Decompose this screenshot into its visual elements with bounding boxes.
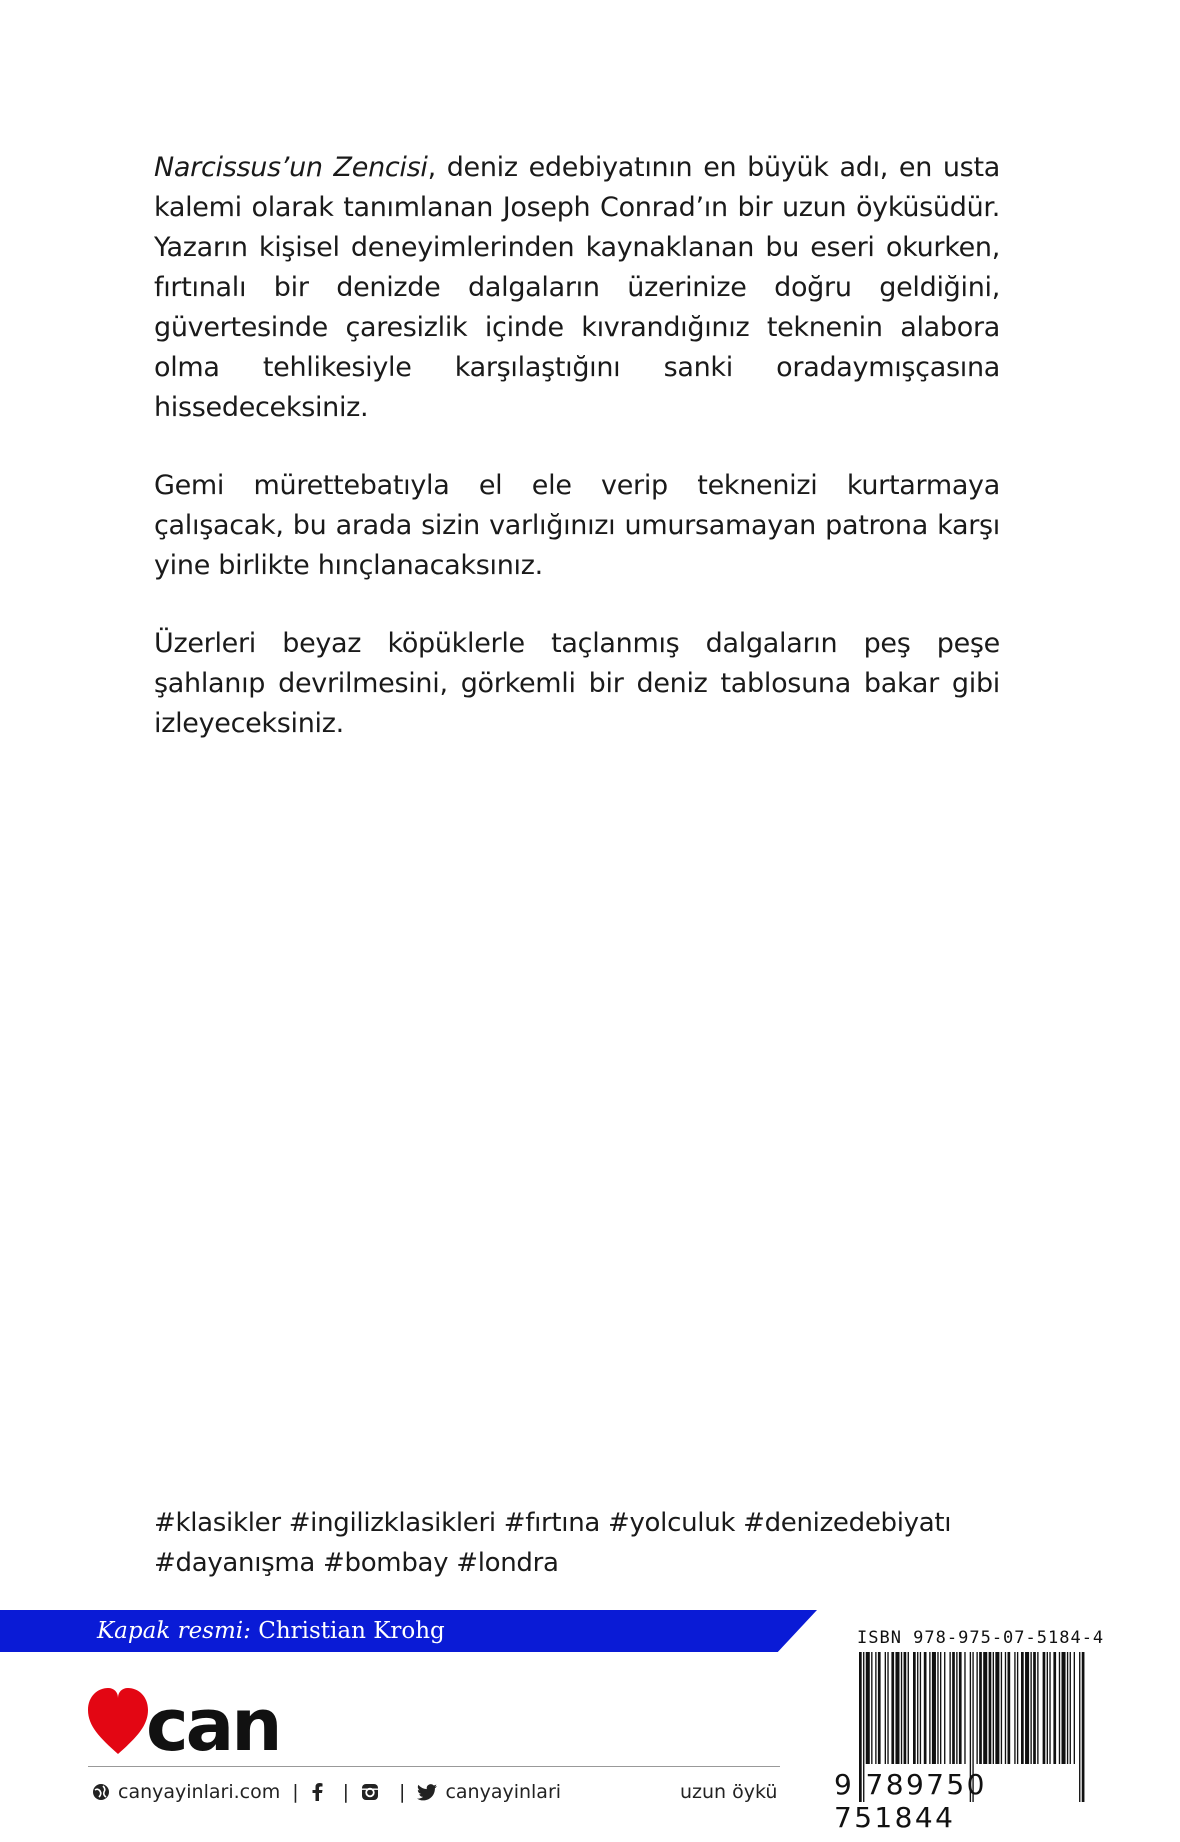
footer-separator: | (399, 1781, 406, 1803)
barcode-bar (940, 1652, 941, 1764)
social-handle[interactable]: canyayinlari (445, 1781, 562, 1803)
footer-divider (88, 1766, 780, 1767)
barcode-bar (866, 1652, 870, 1764)
barcode-bar (878, 1652, 881, 1764)
website-link[interactable]: canyayinlari.com (118, 1781, 281, 1803)
barcode-bar (964, 1652, 965, 1764)
barcode-bar (917, 1652, 918, 1764)
barcode-bar (1053, 1652, 1056, 1764)
instagram-icon[interactable] (361, 1783, 379, 1801)
barcode-bar (1033, 1652, 1036, 1764)
barcode-bar (1049, 1652, 1050, 1764)
isbn-label: ISBN 978-975-07-5184-4 (857, 1628, 1105, 1648)
barcode-bar (949, 1652, 950, 1764)
globe-icon (92, 1783, 110, 1801)
barcode-bar (995, 1652, 999, 1764)
barcode-bar (901, 1652, 902, 1764)
barcode-bar (913, 1652, 916, 1764)
barcode-bar (1030, 1652, 1031, 1764)
barcode-bar (908, 1652, 909, 1764)
barcode-bar (1037, 1652, 1038, 1764)
book-title: Narcissus’un Zencisi (154, 152, 428, 183)
barcode-bar (1059, 1652, 1060, 1764)
footer-separator: | (342, 1781, 350, 1803)
barcode-bar (904, 1652, 907, 1764)
barcode-bar (1047, 1652, 1048, 1764)
barcode-bar (885, 1652, 886, 1764)
barcode-bar (989, 1652, 992, 1764)
barcode-bar (944, 1652, 945, 1764)
barcode-bar (952, 1652, 955, 1764)
cover-credit-artist: Christian Krohg (258, 1618, 445, 1644)
barcode-bar (895, 1652, 899, 1764)
isbn-digits: 9 789750 751844 (834, 1768, 987, 1834)
twitter-icon[interactable] (417, 1784, 437, 1801)
barcode-bar (1067, 1652, 1068, 1764)
barcode-bar (1025, 1652, 1029, 1764)
barcode-bar (937, 1652, 938, 1764)
blurb-paragraph-1 (154, 148, 1000, 428)
barcode-bar (959, 1652, 962, 1764)
blurb-paragraph-3: Üzerleri beyaz köpüklerle taçlanmış dalgaların peş peşe şahlanıp devrilmesini, görkemli bir deniz tablosuna bakar gibi izleyeceksiniz. (154, 628, 1000, 739)
barcode-bar (979, 1652, 982, 1764)
facebook-icon[interactable] (311, 1783, 323, 1801)
blurb-paragraph-1-text: , deniz edebiyatının en büyük adı, en usta kalemi olarak tanımlanan Joseph Conrad’ın bir uzun öyküsüdür. Yazarın kişisel deneyimlerinden kaynaklanan bu eseri okurken, fırtınalı bir denizde dalgaların üzerinize doğru geldiğini, güvertesinde çaresizlik içinde kıvrandığınız teknenin alabora olma tehlikesiyle karşılaştığını sanki oradaymışçasına hissedeceksiniz. (154, 152, 1000, 423)
cover-credit-text (97, 1616, 445, 1646)
barcode-bar (1043, 1652, 1046, 1764)
barcode-bar (932, 1652, 936, 1764)
back-cover-blurb (154, 148, 1000, 782)
barcode-bar (1070, 1652, 1071, 1764)
barcode-bar (1074, 1652, 1075, 1764)
barcode-bar (1021, 1652, 1024, 1764)
blurb-paragraph-2: Gemi mürettebatıyla el ele verip teknenizi kurtarmaya çalışacak, bu arada sizin varlığınızı umursamayan patrona karşı yine birlikte hınçlanacaksınız. (154, 470, 1000, 581)
barcode-bar (1062, 1652, 1066, 1764)
can-publisher-logo (88, 1688, 288, 1758)
barcode-bar (1017, 1652, 1018, 1764)
genre-label: uzun öykü (680, 1781, 778, 1803)
barcode-bar (891, 1652, 894, 1764)
hashtags: #klasikler #ingilizklasikleri #fırtına #yolculuk #denizedebiyatı #dayanışma #bombay #londra (154, 1508, 952, 1578)
footer-separator: | (292, 1781, 299, 1803)
barcode-bar (993, 1652, 994, 1764)
barcode-bar (1005, 1652, 1006, 1764)
publisher-footer (92, 1777, 561, 1807)
heart-icon (88, 1688, 148, 1754)
barcode-bar (924, 1652, 927, 1764)
barcode-bar (887, 1652, 888, 1764)
logo-wordmark: can (146, 1688, 280, 1758)
barcode-bar (956, 1652, 957, 1764)
barcode-bar (929, 1652, 930, 1764)
barcode-bar (1001, 1652, 1002, 1764)
barcode-bar (871, 1652, 872, 1764)
cover-credit-label: Kapak resmi: (97, 1618, 251, 1644)
barcode-bar (1014, 1652, 1015, 1764)
barcode-bar (875, 1652, 876, 1764)
barcode-bar (983, 1652, 987, 1764)
barcode-bar (976, 1652, 977, 1764)
barcode-bar (920, 1652, 921, 1764)
barcode-bar (1008, 1652, 1011, 1764)
